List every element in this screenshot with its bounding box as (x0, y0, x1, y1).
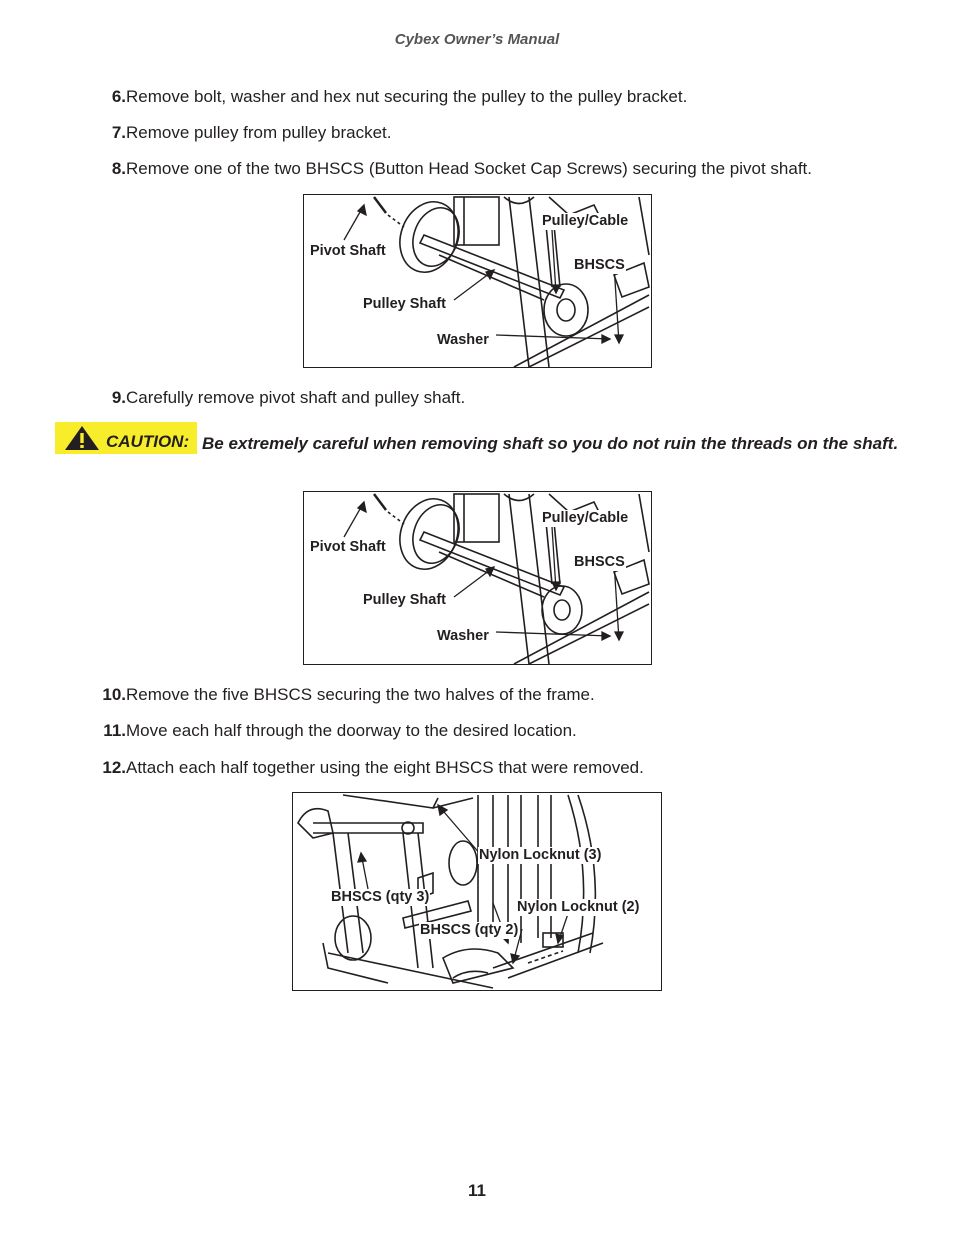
page-number: 11 (468, 1181, 486, 1200)
caution-label: CAUTION: (106, 432, 190, 451)
pulley-shaft-label: Pulley Shaft (363, 592, 446, 608)
step-12 (80, 757, 900, 779)
warning-triangle-icon (64, 425, 100, 451)
step-number: 8. (111, 159, 126, 178)
step-number: 7. (111, 123, 126, 142)
step-11 (80, 720, 900, 742)
pivot-shaft-label: Pivot Shaft (310, 539, 386, 555)
washer-label: Washer (437, 332, 489, 348)
caution-message: Be extremely careful when removing shaft so you do not ruin the threads on the shaft. (202, 434, 899, 453)
step-text: Remove one of the two BHSCS (Button Head Socket Cap Screws) securing the pivot shaft. (126, 159, 813, 178)
step-7 (80, 122, 900, 144)
bhscs-label: BHSCS (574, 554, 625, 570)
step-text: Remove the five BHSCS securing the two halves of the frame. (126, 685, 595, 704)
step-text: Remove bolt, washer and hex nut securing the pulley to the pulley bracket. (126, 87, 688, 106)
step-text: Remove pulley from pulley bracket. (126, 123, 392, 142)
bhscs-qty3-label: BHSCS (qty 3) (331, 889, 430, 905)
step-9 (80, 387, 900, 409)
pivot-shaft-label: Pivot Shaft (310, 243, 386, 259)
bhscs-label: BHSCS (574, 257, 625, 273)
nylon-locknut-3-label: Nylon Locknut (3) (479, 847, 602, 863)
manual-title: Cybex Owner’s Manual (394, 31, 560, 48)
step-text: Move each half through the doorway to the desired location. (126, 721, 577, 740)
step-text: Attach each half together using the eight BHSCS that were removed. (126, 758, 644, 777)
step-number: 9. (111, 388, 126, 407)
pulley-shaft-label: Pulley Shaft (363, 296, 446, 312)
caution-badge (55, 422, 197, 454)
step-6 (80, 86, 900, 108)
frame-assembly-figure (292, 792, 662, 991)
washer-label: Washer (437, 628, 489, 644)
pulley-cable-label: Pulley/Cable (542, 510, 629, 526)
step-number: 6. (111, 87, 126, 106)
pulley-assembly-figure-1 (303, 194, 652, 368)
step-number: 11. (103, 721, 126, 740)
pulley-cable-label: Pulley/Cable (542, 213, 629, 229)
step-10 (80, 684, 900, 706)
step-number: 10. (102, 685, 126, 704)
bhscs-qty2-label: BHSCS (qty 2) (420, 922, 519, 938)
nylon-locknut-2-label: Nylon Locknut (2) (517, 899, 640, 915)
step-text: Carefully remove pivot shaft and pulley shaft. (126, 388, 466, 407)
step-8 (80, 158, 900, 180)
step-number: 12. (102, 758, 126, 777)
pulley-assembly-figure-2 (303, 491, 652, 665)
